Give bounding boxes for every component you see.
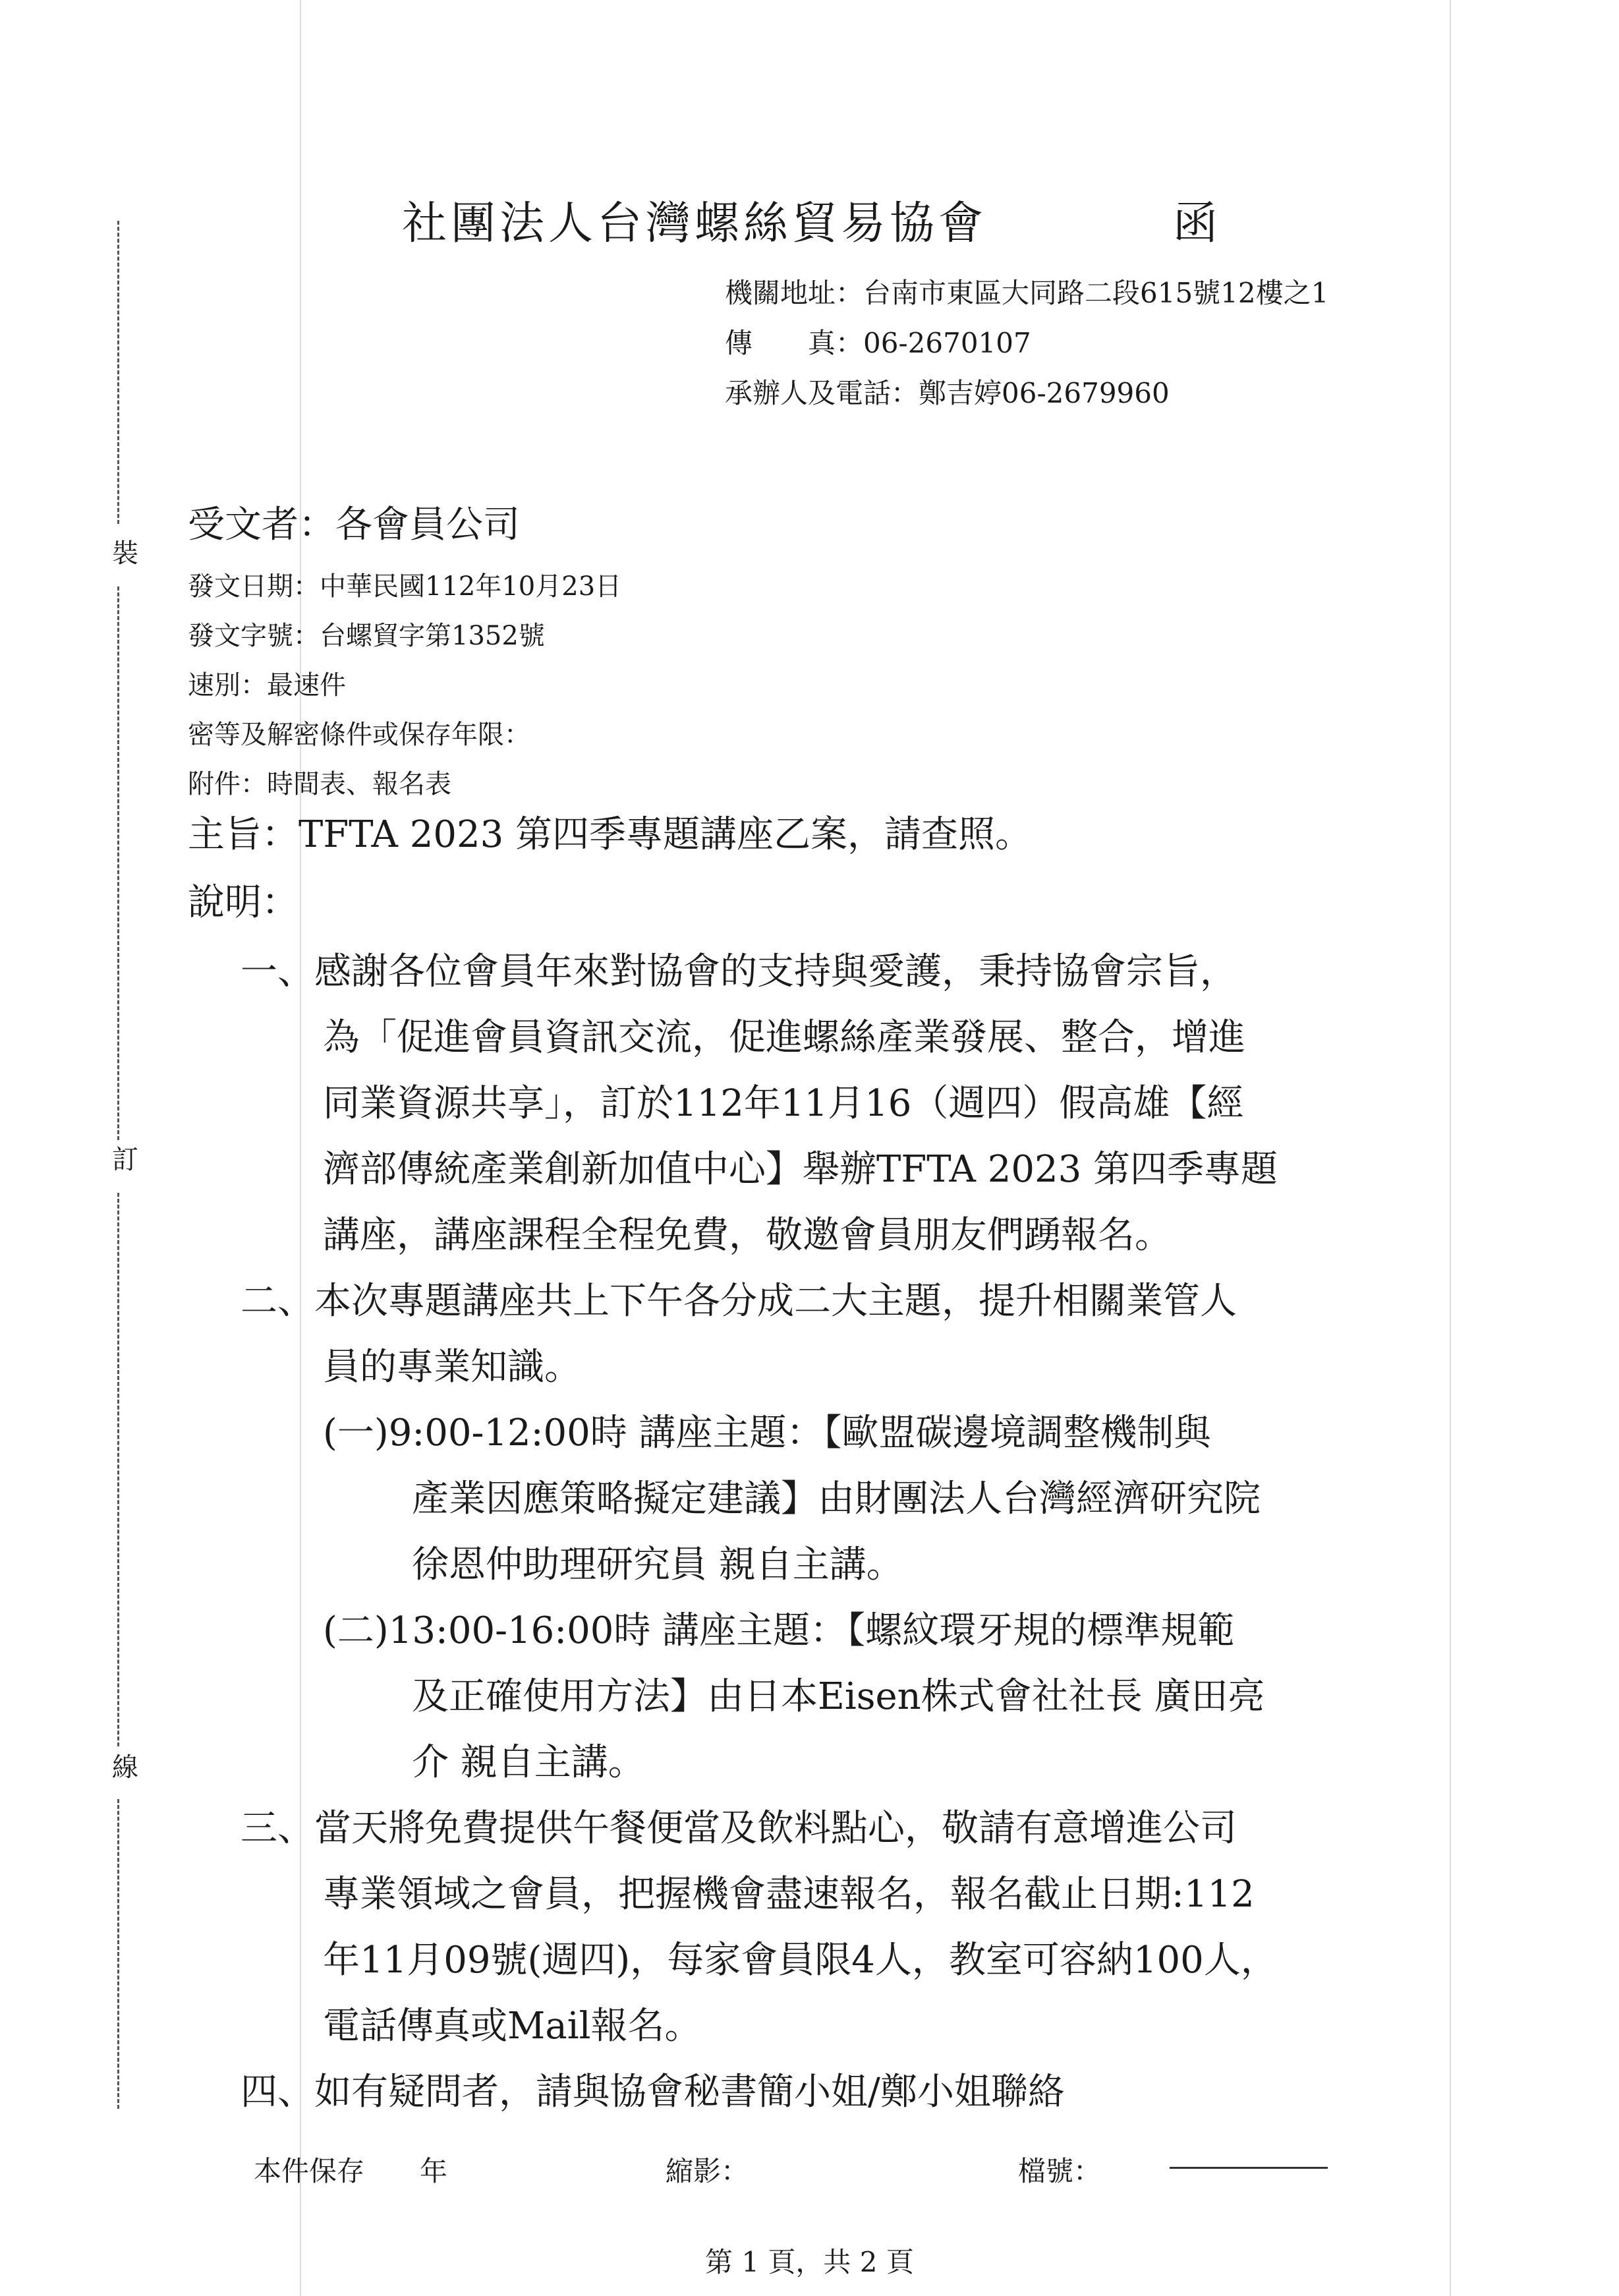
org-contact — [725, 372, 1170, 411]
secrecy-level: 密等及解密條件或保存年限： — [188, 720, 530, 750]
item-three-line: 三、當天將免費提供午餐便當及飲料點心，敬請有意增進公司 — [241, 1807, 1237, 1850]
file-number: 檔號： — [1018, 2155, 1102, 2187]
subject: 主旨：TFTA 2023 第四季專題講座乙案，請查照。 — [188, 813, 1033, 856]
org-fax — [725, 322, 1031, 361]
issue-date: 發文日期：中華民國112年10月23日 — [188, 571, 622, 602]
page-crease-line — [300, 0, 301, 2296]
item-one-line: 濟部傳統產業創新加值中心】舉辦TFTA 2023 第四季專題 — [323, 1148, 1278, 1191]
binding-line-segment — [117, 1799, 119, 2109]
item-one-line: 為「促進會員資訊交流，促進螺絲產業發展、整合，增進 — [323, 1016, 1245, 1059]
item-two-sub2-line: 及正確使用方法】由日本Eisen株式會社社長 廣田亮 — [412, 1675, 1265, 1718]
item-two-sub1-line: 徐恩仲助理研究員 親自主講。 — [412, 1543, 903, 1586]
document-type: 函 — [1173, 198, 1218, 250]
speed-class: 速別：最速件 — [188, 670, 346, 701]
item-two-sub2-line: (二)13:00-16:00時 講座主題：【螺紋環牙規的標準規範 — [323, 1609, 1235, 1652]
attachments: 附件：時間表、報名表 — [188, 769, 451, 799]
binding-char-ding: 訂 — [112, 1145, 138, 1175]
binding-line-segment — [117, 587, 119, 1140]
binding-char-zhuang: 裝 — [112, 538, 138, 569]
binding-line-segment — [117, 1193, 119, 1746]
org-contact-value: 鄭吉婷06-2679960 — [919, 377, 1170, 409]
document-number: 發文字號：台螺貿字第1352號 — [188, 621, 545, 651]
org-fax-label: 傳 真： — [725, 327, 864, 359]
item-two-sub2-line: 介 親自主講。 — [412, 1741, 645, 1784]
recipient: 受文者：各會員公司 — [188, 503, 520, 546]
item-one-line: 一、感謝各位會員年來對協會的支持與愛護，秉持協會宗旨， — [241, 950, 1237, 993]
org-address-label: 機關地址： — [725, 277, 864, 309]
item-two-line: 員的專業知識。 — [323, 1346, 581, 1389]
page-number: 第 1 頁，共 2 頁 — [705, 2246, 914, 2278]
org-address-value: 台南市東區大同路二段615號12樓之1 — [863, 277, 1329, 309]
binding-char-xian: 線 — [112, 1752, 138, 1783]
explanation-label: 說明： — [188, 881, 298, 924]
binding-line-segment — [117, 221, 119, 524]
item-two-sub1-line: (一)9:00-12:00時 講座主題：【歐盟碳邊境調整機制與 — [323, 1412, 1211, 1454]
item-one-line: 講座，講座課程全程免費，敬邀會員朋友們踴報名。 — [323, 1214, 1172, 1257]
page-edge-line — [1450, 0, 1451, 2296]
document-title: 社團法人台灣螺絲貿易協會 — [402, 198, 988, 250]
file-number-line — [1170, 2167, 1328, 2169]
item-three-line: 年11月09號(週四)，每家會員限4人，教室可容納100人， — [323, 1939, 1278, 1982]
item-three-line: 電話傳真或Mail報名。 — [323, 2005, 702, 2048]
item-three-line: 專業領域之會員，把握機會盡速報名，報名截止日期:112 — [323, 1873, 1255, 1916]
org-contact-label: 承辦人及電話： — [725, 377, 919, 409]
org-address — [725, 272, 1328, 311]
item-four-line: 四、如有疑問者，請與協會秘書簡小姐/鄭小姐聯絡 — [241, 2071, 1065, 2113]
item-two-line: 二、本次專題講座共上下午各分成二大主題，提升相關業管人 — [241, 1280, 1237, 1323]
retention-period: 本件保存 年 — [254, 2155, 448, 2187]
microfilm: 縮影： — [666, 2155, 749, 2187]
item-two-sub1-line: 產業因應策略擬定建議】由財團法人台灣經濟研究院 — [412, 1478, 1261, 1520]
org-fax-value: 06-2670107 — [863, 327, 1031, 359]
item-one-line: 同業資源共享」，訂於112年11月16（週四）假高雄【經 — [323, 1082, 1244, 1125]
